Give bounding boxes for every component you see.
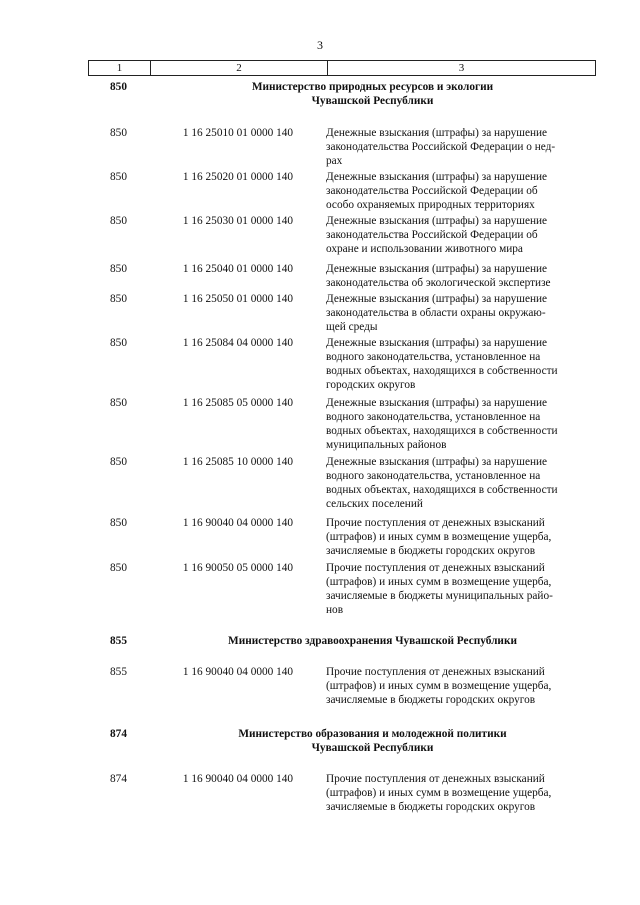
revenue-description bbox=[326, 396, 596, 452]
admin-code: 850 bbox=[110, 562, 127, 574]
admin-code: 850 bbox=[110, 263, 127, 275]
budget-classification-code: 1 16 25010 01 0000 140 bbox=[182, 127, 294, 139]
column-header-3: 3 bbox=[458, 62, 465, 74]
table-row bbox=[88, 772, 596, 814]
description-line: Денежные взыскания (штрафы) за нарушение bbox=[326, 337, 548, 349]
description-line: законодательства в области охраны окружаю- bbox=[326, 307, 546, 319]
description-line: зачисляемые в бюджеты муниципальных райо- bbox=[326, 590, 553, 602]
description-line: (штрафов) и иных сумм в возмещение ущерба, bbox=[326, 787, 552, 799]
revenue-description bbox=[326, 292, 596, 334]
table-row bbox=[88, 336, 596, 392]
revenue-description bbox=[326, 516, 596, 558]
description-line: нов bbox=[326, 604, 344, 616]
description-line: водного законодательства, установленное на bbox=[326, 351, 541, 363]
description-line: Денежные взыскания (штрафы) за нарушение bbox=[326, 456, 548, 468]
section-title-line: Чувашской Республики bbox=[311, 95, 434, 107]
description-line: особо охраняемых природных территориях bbox=[326, 199, 535, 211]
table-row bbox=[88, 516, 596, 558]
description-line: городских округов bbox=[326, 379, 416, 391]
description-line: охране и использовании животного мира bbox=[326, 243, 523, 255]
description-line: (штрафов) и иных сумм в возмещение ущерба, bbox=[326, 576, 552, 588]
budget-classification-code: 1 16 25085 05 0000 140 bbox=[182, 397, 294, 409]
revenue-description bbox=[326, 561, 596, 617]
budget-classification-code: 1 16 25040 01 0000 140 bbox=[182, 263, 294, 275]
column-header-2: 2 bbox=[151, 61, 328, 75]
description-line: сельских поселений bbox=[326, 498, 423, 510]
budget-classification-code: 1 16 25020 01 0000 140 bbox=[182, 171, 294, 183]
column-header-1: 1 bbox=[89, 61, 151, 75]
section-title-line: Министерство образования и молодежной политики bbox=[238, 728, 507, 740]
description-line: Денежные взыскания (штрафы) за нарушение bbox=[326, 215, 548, 227]
table-row bbox=[88, 665, 596, 707]
description-line: Денежные взыскания (штрафы) за нарушение bbox=[326, 127, 548, 139]
section-code: 850 bbox=[110, 81, 127, 93]
revenue-description bbox=[326, 455, 596, 511]
table-row bbox=[88, 126, 596, 168]
admin-code: 850 bbox=[110, 517, 127, 529]
description-line: зачисляемые в бюджеты городских округов bbox=[326, 801, 536, 813]
admin-code: 850 bbox=[110, 171, 127, 183]
revenue-description bbox=[326, 214, 596, 256]
admin-code: 850 bbox=[110, 215, 127, 227]
admin-code: 850 bbox=[110, 293, 127, 305]
description-line: Денежные взыскания (штрафы) за нарушение bbox=[326, 293, 548, 305]
description-line: водных объектах, находящихся в собственности bbox=[326, 484, 558, 496]
budget-classification-code: 1 16 90040 04 0000 140 bbox=[182, 517, 294, 529]
budget-classification-code: 1 16 25084 04 0000 140 bbox=[182, 337, 294, 349]
revenue-description bbox=[326, 772, 596, 814]
description-line: Прочие поступления от денежных взысканий bbox=[326, 517, 545, 529]
description-line: водного законодательства, установленное на bbox=[326, 470, 541, 482]
description-line: Прочие поступления от денежных взысканий bbox=[326, 773, 545, 785]
description-line: водных объектах, находящихся в собственности bbox=[326, 425, 558, 437]
description-line: (штрафов) и иных сумм в возмещение ущерба, bbox=[326, 680, 552, 692]
revenue-description bbox=[326, 262, 596, 290]
section-title-line: Министерство здравоохранения Чувашской Республики bbox=[228, 635, 517, 647]
description-line: рах bbox=[326, 155, 343, 167]
description-line: зачисляемые в бюджеты городских округов bbox=[326, 694, 536, 706]
revenue-description bbox=[326, 336, 596, 392]
admin-code: 850 bbox=[110, 127, 127, 139]
description-line: законодательства Российской Федерации об bbox=[326, 185, 538, 197]
description-line: (штрафов) и иных сумм в возмещение ущерба, bbox=[326, 531, 552, 543]
description-line: Денежные взыскания (штрафы) за нарушение bbox=[326, 263, 548, 275]
description-line: муниципальных районов bbox=[326, 439, 447, 451]
description-line: Прочие поступления от денежных взысканий bbox=[326, 666, 545, 678]
admin-code: 874 bbox=[110, 773, 127, 785]
section-title-line: Чувашской Республики bbox=[311, 742, 434, 754]
description-line: Денежные взыскания (штрафы) за нарушение bbox=[326, 397, 548, 409]
table-row bbox=[88, 292, 596, 334]
table-row bbox=[88, 396, 596, 452]
section-title bbox=[149, 80, 596, 108]
budget-classification-code: 1 16 25085 10 0000 140 bbox=[182, 456, 294, 468]
admin-code: 850 bbox=[110, 337, 127, 349]
description-line: законодательства об экологической экспертизе bbox=[326, 277, 551, 289]
table-row bbox=[88, 214, 596, 256]
budget-classification-code: 1 16 90050 05 0000 140 bbox=[182, 562, 294, 574]
section-title bbox=[149, 634, 596, 648]
table-row bbox=[88, 262, 596, 290]
description-line: Прочие поступления от денежных взысканий bbox=[326, 562, 545, 574]
admin-code: 850 bbox=[110, 397, 127, 409]
description-line: законодательства Российской Федерации об bbox=[326, 229, 538, 241]
revenue-description bbox=[326, 170, 596, 212]
section-code: 874 bbox=[110, 728, 127, 740]
section-title-line: Министерство природных ресурсов и экологии bbox=[251, 81, 494, 93]
section-code: 855 bbox=[110, 635, 127, 647]
description-line: водных объектах, находящихся в собственности bbox=[326, 365, 558, 377]
revenue-description bbox=[326, 126, 596, 168]
section-title bbox=[149, 727, 596, 755]
page-number: 3 bbox=[317, 38, 323, 52]
description-line: щей среды bbox=[326, 321, 378, 333]
description-line: водного законодательства, установленное на bbox=[326, 411, 541, 423]
admin-code: 855 bbox=[110, 666, 127, 678]
budget-classification-code: 1 16 90040 04 0000 140 bbox=[182, 773, 294, 785]
budget-classification-code: 1 16 25050 01 0000 140 bbox=[182, 293, 294, 305]
table-row bbox=[88, 170, 596, 212]
description-line: зачисляемые в бюджеты городских округов bbox=[326, 545, 536, 557]
column-header-row bbox=[88, 60, 596, 76]
budget-classification-code: 1 16 25030 01 0000 140 bbox=[182, 215, 294, 227]
admin-code: 850 bbox=[110, 456, 127, 468]
table-row bbox=[88, 455, 596, 511]
table-row bbox=[88, 561, 596, 617]
description-line: законодательства Российской Федерации о нед- bbox=[326, 141, 556, 153]
revenue-description bbox=[326, 665, 596, 707]
budget-classification-code: 1 16 90040 04 0000 140 bbox=[182, 666, 294, 678]
description-line: Денежные взыскания (штрафы) за нарушение bbox=[326, 171, 548, 183]
